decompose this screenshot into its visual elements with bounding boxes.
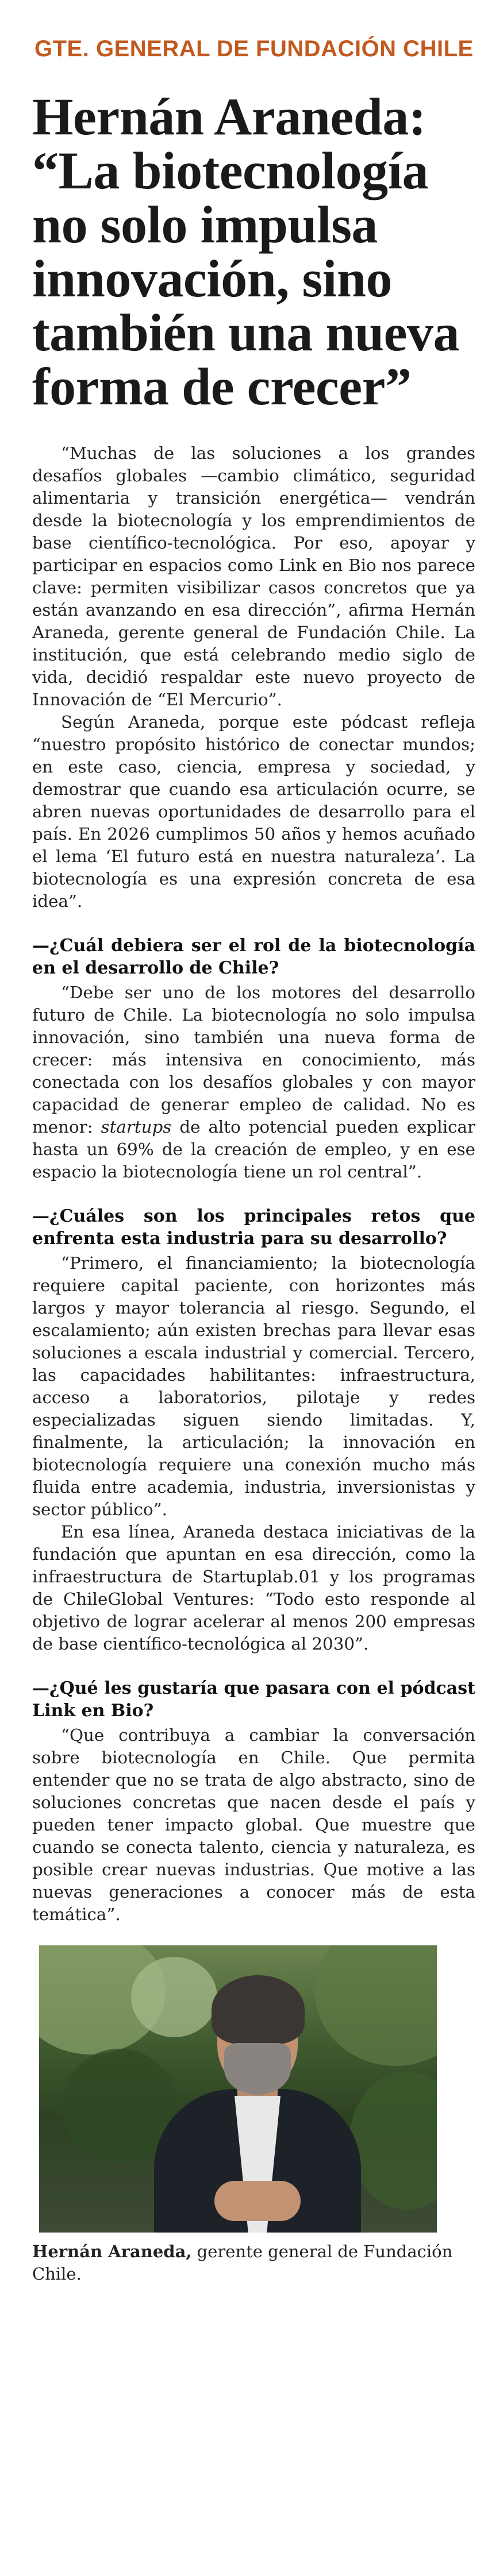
article-headline (32, 87, 475, 416)
section-kicker: GTE. GENERAL DE FUNDACIÓN CHILE (34, 36, 474, 61)
answer-2-paragraph-2: En esa línea, Araneda destaca iniciativas de la fundación que apuntan en esa dirección, como la infraestructura de Startuplab.01 y los programas de ChileGlobal Ventures: “Todo esto responde al objetivo de lograr acelerar al menos 200 empresas de base científico-tecnológica al 2030”. (32, 1522, 475, 1654)
answer-2-paragraph-1: “Primero, el financiamiento; la biotecnología requiere capital paciente, con horizontes más largos y mayor tolerancia al riesgo. Segundo, el escalamiento; aún existen brechas para llevar esas soluciones a escala industrial y comercial. Tercero, las capacidades habilitantes: infraestructura, acceso a laboratorios, pilotaje y redes especializadas siguen siendo limitadas. Y, finalmente, la articulación; la innovación en biotecnología requiere una conexión mucho más fluida entre academia, industria, inversionistas y sector público”. (32, 1253, 475, 1519)
article-body (32, 442, 475, 1926)
portrait-photo (39, 1945, 437, 2233)
headline-quote: “La biotecnología no solo impulsa innovación, sino también una nueva forma de crecer” (32, 141, 459, 416)
photo-caption (32, 2241, 475, 2285)
headline-name: Hernán Araneda: (32, 87, 426, 146)
question-3: —¿Qué les gustaría que pasara con el pódcast Link en Bio? (32, 1678, 475, 1721)
caption-name: Hernán Araneda, (32, 2242, 192, 2261)
intro-paragraph-1: “Muchas de las soluciones a los grandes desafíos globales —cambio climático, seguridad alimentaria y transición energética— vendrán desde la biotecnología y los emprendimientos de base científico-tecnológica. Por eso, apoyar y participar en espacios como Link en Bio nos parece clave: permiten visibilizar casos concretos que ya están avanzando en esa dirección”, afirma Hernán Araneda, gerente general de Fundación Chile. La institución, que está celebrando medio siglo de vida, decidió respaldar este nuevo proyecto de Innovación de “El Mercurio”. (32, 443, 475, 709)
intro-paragraph-2: Según Araneda, porque este pódcast refleja “nuestro propósito histórico de conectar mundos; en este caso, ciencia, empresa y sociedad, y demostrar que cuando esa articulación ocurre, se abren nuevas oportunidades de desarrollo para el país. En 2026 cumplimos 50 años y hemos acuñado el lema ‘El futuro está en nuestra naturaleza’. La biotecnología es una expresión concreta de esa idea”. (32, 712, 475, 911)
person-hands (214, 2181, 301, 2221)
caption-role: gerente general de Fundación Chile. (32, 2242, 453, 2284)
answer-1-paragraph-1: “Debe ser uno de los motores del desarrollo futuro de Chile. La biotecnología no solo impulsa innovación, sino también una nueva forma de crecer: más intensiva en conocimiento, más conectada con los desafíos globales y con mayor capacidad de generar empleo de calidad. No es menor: startups de alto potencial pueden explicar hasta un 69% de la creación de empleo, y en ese espacio la biotecnología tiene un rol central”. (32, 983, 475, 1181)
person-beard (224, 2043, 291, 2095)
answer-3-paragraph-1: “Que contribuya a cambiar la conversación sobre biotecnología en Chile. Que permita entender que no se trata de algo abstracto, sino de soluciones concretas que nacen desde el país y pueden tener impacto global. Que muestre que cuando se conecta talento, ciencia y naturaleza, es posible crear nuevas industrias. Que motive a las nuevas generaciones a conocer más de esta temática”. (32, 1725, 475, 1924)
question-1: —¿Cuál debiera ser el rol de la biotecnología en el desarrollo de Chile? (32, 936, 475, 978)
person-hair (212, 1975, 305, 2044)
question-2: —¿Cuáles son los principales retos que enfrenta esta industria para su desarrollo? (32, 1206, 475, 1249)
